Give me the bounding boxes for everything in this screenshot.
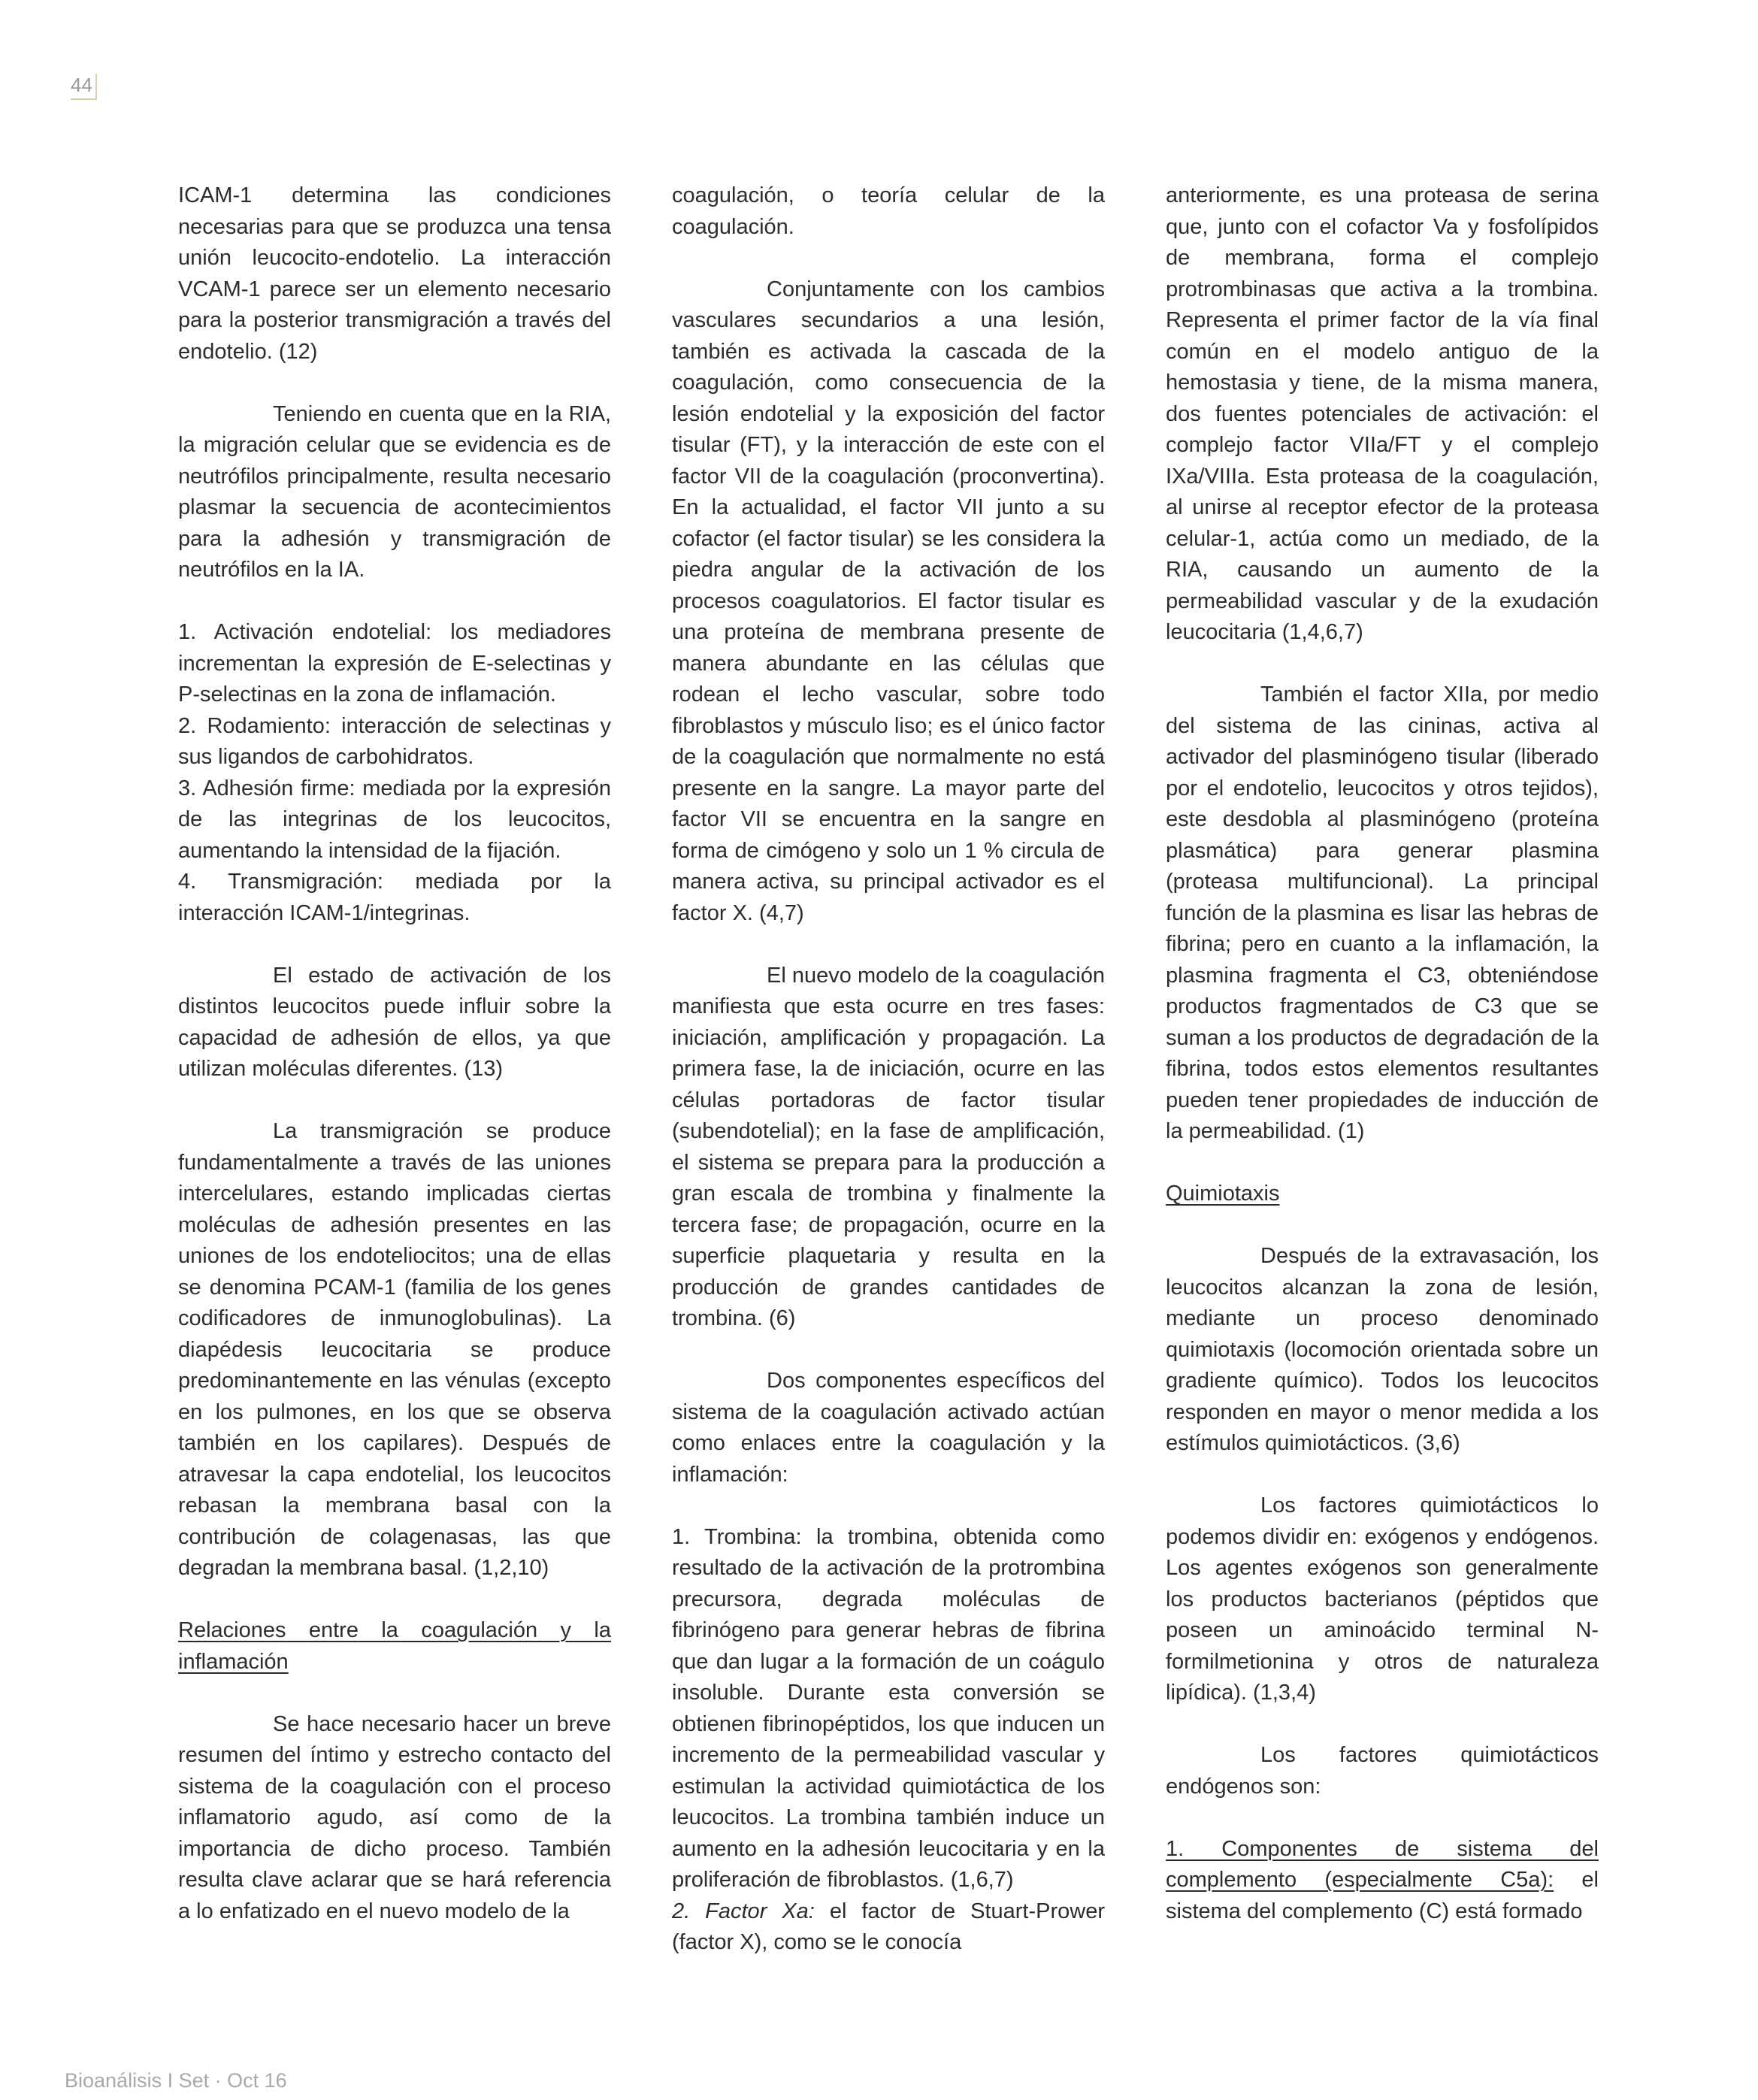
- paragraph: Dos componentes específicos del sistema de la coagulación activado actúan como enlaces entre la coagulación y la inflamación:: [672, 1369, 1105, 1487]
- section-heading: Relaciones entre la coagulación y la inflamación: [178, 1618, 611, 1674]
- item-label: 2. Factor Xa:: [672, 1899, 815, 1923]
- paragraph: Los factores quimiotácticos endógenos son:: [1166, 1743, 1599, 1799]
- column-2: [672, 180, 1105, 1959]
- paragraph: Los factores quimiotácticos lo podemos dividir en: exógenos y endógenos. Los agentes exógenos son generalmente los productos bacterianos (péptidos que poseen un aminoácido terminal N-formilmetionina y otros de naturaleza lipídica). (1,3,4): [1166, 1493, 1599, 1705]
- paragraph: También el factor XIIa, por medio del sistema de las cininas, activa al activador del plasminógeno tisular (liberado por el endotelio, leucocitos y otros tejidos), este desdobla al plasminógeno (proteína plasmática) para generar plasmina (proteasa multifuncional). La principal función de la plasmina es lisar las hebras de fibrina; pero en cuanto a la inflamación, la plasmina fragmenta el C3, obteniéndose productos fragmentados de C3 que se suman a los productos de degradación de la fibrina, todos estos elementos resultantes pueden tener propiedades de inducción de la permeabilidad. (1): [1166, 682, 1599, 1143]
- list-item: 1. Trombina: la trombina, obtenida como resultado de la activación de la protrombina precursora, degrada moléculas de fibrinógeno para generar hebras de fibrina que dan lugar a la formación de un coágulo insoluble. Durante esta conversión se obtienen fibrinopéptidos, los que inducen un incremento de la permeabilidad vascular y estimulan la actividad quimiotáctica de los leucocitos. La trombina también induce un aumento en la adhesión leucocitaria y en la proliferación de fibroblastos. (1,6,7): [672, 1524, 1105, 1892]
- item-text: el sistema del complemento (C) está formado: [1166, 1868, 1599, 1923]
- list-item: [1166, 1834, 1599, 1928]
- paragraph: anteriormente, es una proteasa de serina que, junto con el cofactor Va y fosfolípidos de membrana, forma el complejo protrombinasas que activa a la trombina. Representa el primer factor de la vía final común en el modelo antiguo de la hemostasia y tiene, de la misma manera, dos fuentes potenciales de activación: el complejo factor VIIa/FT y el complejo IXa/VIIIa. Esta proteasa de la coagulación, al unirse al receptor efector de la proteasa celular-1, actúa como un mediado, de la RIA, causando un aumento de la permeabilidad vascular y de la exudación leucocitaria (1,4,6,7): [1166, 183, 1599, 644]
- item-label: 1. Componentes de sistema del complemento (especialmente C5a):: [1166, 1836, 1599, 1892]
- footer: Bioanálisis I Set · Oct 16: [65, 2069, 287, 2092]
- paragraph: ICAM-1 determina las condiciones necesarias para que se produzca una tensa unión leucocito-endotelio. La interacción VCAM-1 parece ser un elemento necesario para la posterior transmigración a través del endotelio. (12): [178, 183, 611, 364]
- list-item: 4. Transmigración: mediada por la interacción ICAM-1/integrinas.: [178, 870, 611, 925]
- list-item: 1. Activación endotelial: los mediadores incrementan la expresión de E-selectinas y P-selectinas en la zona de inflamación.: [178, 620, 611, 707]
- page-number: 44: [71, 74, 97, 100]
- item-text: el factor de Stuart-Prower (factor X), como se le conocía: [672, 1899, 1105, 1954]
- section-heading: [1166, 1179, 1599, 1210]
- paragraph: Conjuntamente con los cambios vasculares secundarios a una lesión, también es activada la cascada de la coagulación, como consecuencia de la lesión endotelial y la exposición del factor tisular (FT), y la interacción de este con el factor VII de la coagulación (proconvertina). En la actualidad, el factor VII junto a su cofactor (el factor tisular) se les considera la piedra angular de la activación de los procesos coagulatorios. El factor tisular es una proteína de membrana presente de manera abundante en las células que rodean el lecho vascular, sobre todo fibroblastos y músculo liso; es el único factor de la coagulación que normalmente no está presente en la sangre. La mayor parte del factor VII se encuentra en la sangre en forma de cimógeno y solo un 1 % circula de manera activa, su principal activador es el factor X. (4,7): [672, 277, 1105, 925]
- paragraph: Teniendo en cuenta que en la RIA, la migración celular que se evidencia es de neutrófilos principalmente, resulta necesario plasmar la secuencia de acontecimientos para la adhesión y transmigración de neutrófilos en la IA.: [178, 401, 611, 582]
- paragraph: Se hace necesario hacer un breve resumen del íntimo y estrecho contacto del sistema de la coagulación con el proceso inflamatorio agudo, así como de la importancia de dicho proceso. También resulta clave aclarar que se hará referencia a lo enfatizado en el nuevo modelo de la: [178, 1711, 611, 1923]
- paragraph: La transmigración se produce fundamentalmente a través de las uniones intercelulares, estando implicadas ciertas moléculas de adhesión presentes en las uniones de los endoteliocitos; una de ellas se denomina PCAM-1 (familia de los genes codificadores de inmunoglobulinas). La diapédesis leucocitaria se produce predominantemente en las vénulas (excepto en los pulmones, en los que se observa también en los capilares). Después de atravesar la capa endotelial, los leucocitos rebasan la membrana basal con la contribución de colagenasas, las que degradan la membrana basal. (1,2,10): [178, 1119, 611, 1580]
- paragraph: coagulación, o teoría celular de la coagulación.: [672, 183, 1105, 239]
- list-item: 3. Adhesión firme: mediada por la expresión de las integrinas de los leucocitos, aumentando la intensidad de la fijación.: [178, 776, 611, 863]
- paragraph: Después de la extravasación, los leucocitos alcanzan la zona de lesión, mediante un proceso denominado quimiotaxis (locomoción orientada sobre un gradiente químico). Todos los leucocitos responden en mayor o menor medida a los estímulos quimiotácticos. (3,6): [1166, 1244, 1599, 1455]
- heading-text: Quimiotaxis: [1166, 1182, 1280, 1206]
- numbered-list: [178, 617, 611, 929]
- list-item: 2. Rodamiento: interacción de selectinas y sus ligandos de carbohidratos.: [178, 713, 611, 769]
- column-3: [1166, 180, 1599, 1927]
- paragraph: El nuevo modelo de la coagulación manifiesta que esta ocurre en tres fases: iniciación, amplificación y propagación. La primera fase, la de iniciación, ocurre en las células portadoras de factor tisular (subendotelial); en la fase de amplificación, el sistema se prepara para la producción a gran escala de trombina y finalmente la tercera fase; de propagación, ocurre en la superficie plaquetaria y resulta en la producción de grandes cantidades de trombina. (6): [672, 963, 1105, 1330]
- column-1: [178, 180, 611, 1959]
- paragraph: El estado de activación de los distintos leucocitos puede influir sobre la capacidad de adhesión de ellos, ya que utilizan moléculas diferentes. (13): [178, 963, 611, 1081]
- list-item: [672, 1896, 1105, 1959]
